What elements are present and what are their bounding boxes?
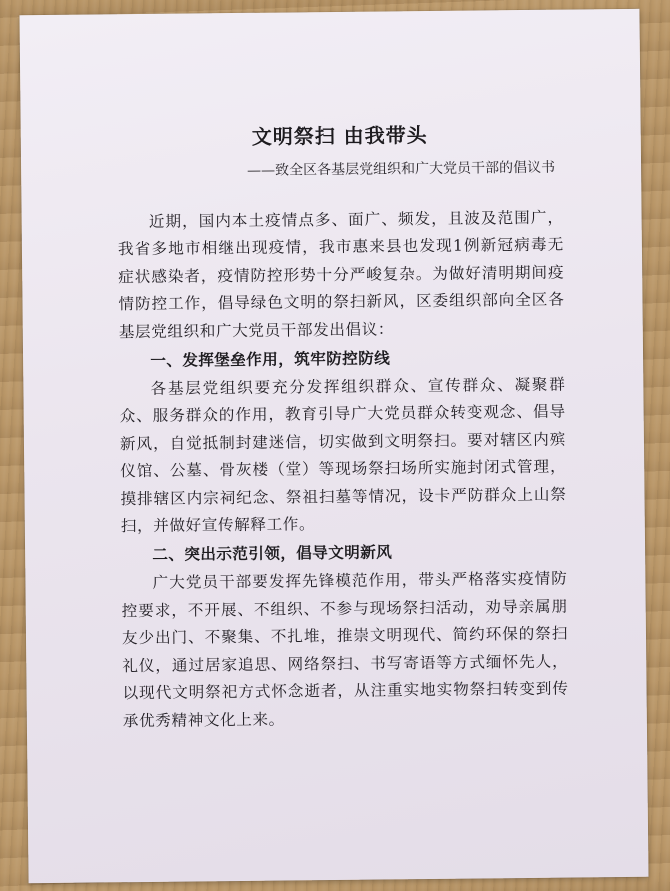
section-body-2: 广大党员干部要发挥先锋模范作用，带头严格落实疫情防控要求，不开展、不组织、不参与现场祭扫活动，劝导亲属朋友少出门、不聚集、不扎堆，推崇文明现代、简约环保的祭扫礼仪，通过居家追思、网络祭扫、书写寄语等方式缅怀先人，以现代文明祭祀方式怀念逝者，从注重实地实物祭扫转变到传承优秀精神文化上来。 [121,570,569,730]
printed-letter-page [19,9,648,883]
intro-paragraph: 近期，国内本土疫情点多、面广、频发，且波及范围广，我省多地市相继出现疫情，我市惠来县也发现1例新冠病毒无症状感染者，疫情防控形势十分严峻复杂。为做好清明期间疫情防控工作，倡导绿色文明的祭扫新风，区委组织部向全区各基层党组织和广大党员干部发出倡议： [117,208,565,341]
document-subtitle: ——致全区各基层党组织和广大党员干部的倡议书 [247,159,556,179]
section-heading-2: 二、突出示范引领，倡导文明新风 [152,543,393,565]
section-body-1: 各基层党组织要充分发挥组织群众、宣传群众、凝聚群众、服务群众的作用，教育引导广大党员群众转变观念、倡导新风，自觉抵制封建迷信，切实做到文明祭扫。要对辖区内殡仪馆、公墓、骨灰楼（堂）等现场祭扫场所实施封闭式管理，摸排辖区内宗祠纪念、祭祖扫墓等情况，设卡严防群众上山祭扫，并做好宣传解释工作。 [119,375,567,536]
letter-content [117,118,569,736]
document-title: 文明祭扫 由我带头 [251,123,428,149]
section-heading-1: 一、发挥堡垒作用，筑牢防控防线 [150,349,391,370]
